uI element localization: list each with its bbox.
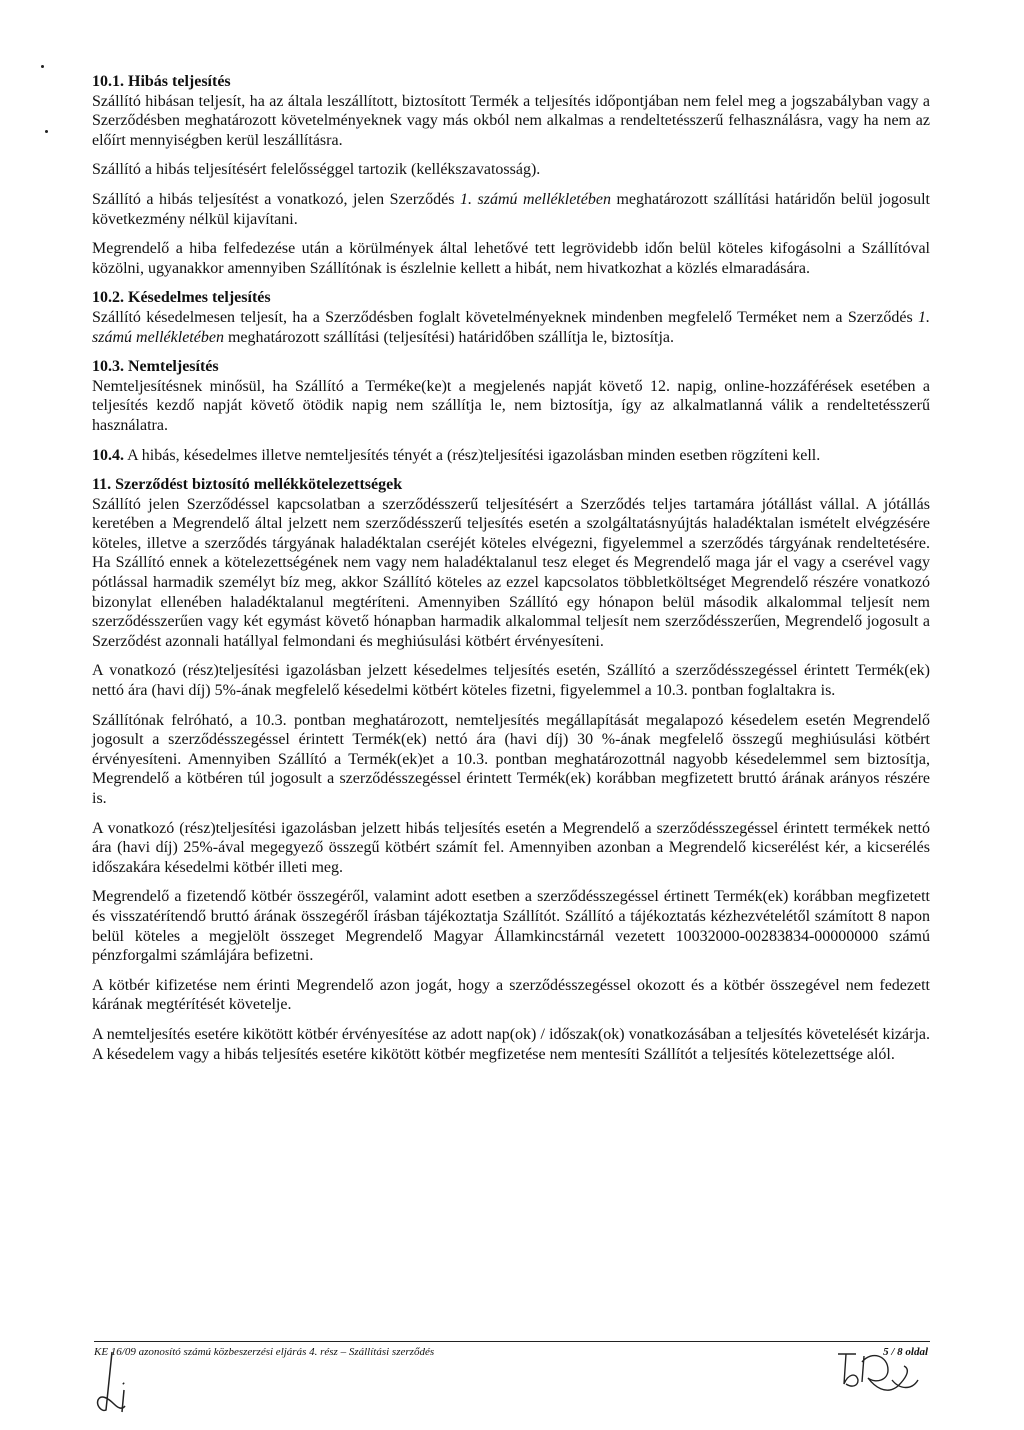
document-body xyxy=(92,72,930,1074)
text-run: meghatározott szállítási (teljesítési) határidőben szállítja le, biztosítja. xyxy=(223,328,675,346)
paragraph: Szállító a hibás teljesítésért felelősséggel tartozik (kellékszavatosság). xyxy=(92,161,541,179)
paragraph: Nemteljesítésnek minősül, ha Szállító a Terméke(ke)t a megjelenés napját követő 12. napig, online-hozzáférések esetében a teljesítés kezdő napját követő ötödik napig nem szállítja le, nem biztosítja, így az alkalmatlanná válik a rendeltetésszerű használatra. xyxy=(92,377,930,434)
section-title: Késedelmes teljesítés xyxy=(128,289,271,307)
section-10-3-heading xyxy=(92,357,930,377)
section-10-1 xyxy=(92,72,930,278)
section-number: 10.3. xyxy=(92,358,124,376)
paragraph: Megrendelő a hiba felfedezése után a körülmények által lehetővé tett legrövidebb időn belül köteles kifogásolni a Szállítóval közölni, ugyanakkor amennyiben Szállítónak is észlelnie kellett a hibát, nem hivatkozhat a közlés elmaradására. xyxy=(92,240,930,277)
paragraph: A kötbér kifizetése nem érinti Megrendelő azon jogát, hogy a szerződésszegéssel okozott és a kötbér összegével nem fedezett kárának megtérítését követelje. xyxy=(92,976,930,1014)
paragraph xyxy=(92,308,930,347)
section-title: Nemteljesítés xyxy=(128,358,219,376)
section-number: 10.2. xyxy=(92,289,124,307)
section-11 xyxy=(92,475,930,1064)
paragraph: A vonatkozó (rész)teljesítési igazolásban jelzett késedelmes teljesítés esetén, Szállító a szerződésszegéssel érintett Termék(ek) nettó ára (havi díj) 5%-ának megfelelő késedelmi kötbért köteles fizetni, figyelemmel a 10.3. pontban foglaltakra is. xyxy=(92,662,930,700)
section-11-heading: 11. Szerződést biztosító mellékkötelezettségek xyxy=(92,476,403,494)
section-10-2-heading xyxy=(92,288,930,308)
paragraph: Szállító hibásan teljesít, ha az általa leszállított, biztosított Termék a teljesítés időpontjában nem felel meg a jogszabályban vagy a Szerződésben meghatározott követelményeknek vagy más okból nem alkalmas a rendeltetésszerű felhasználásra, vagy ha nem az előírt mennyiségben kerül leszállításra. xyxy=(92,92,930,149)
text-run: A hibás, késedelmes illetve nemteljesítés tényét a (rész)teljesítési igazolásban minden esetben rögzíteni kell. xyxy=(127,446,821,464)
footer-rule xyxy=(94,1341,930,1342)
section-10-4 xyxy=(92,446,930,466)
left-signature xyxy=(92,1350,132,1416)
paragraph xyxy=(92,446,930,466)
right-signature xyxy=(832,1350,932,1410)
annex-reference: 1. számú mellékletében xyxy=(92,308,930,346)
paragraph: Megrendelő a fizetendő kötbér összegéről, valamint adott esetben a szerződésszegéssel értinett Termék(ek) korábban megfizetett és visszatérítendő bruttó árának összegéről írásban tájékoztatja Szállítót. Szállító a tájékoztatás kézhezvételétől számított 8 napon belül köteles a megjelölt összeget Megrendelő Magyar Államkincstárnál vezetett 10032000-00283834-00000000 számú pénzforgalmi számlájára befizetni. xyxy=(92,888,930,965)
scan-speck xyxy=(41,65,44,68)
annex-reference: 1. számú mellékletében xyxy=(459,190,611,208)
section-10-3 xyxy=(92,357,930,435)
section-10-2 xyxy=(92,288,930,347)
text-run: meghatározott szállítási határidőn belül jogosult következmény nélkül kijavítani. xyxy=(92,190,931,228)
paragraph: A vonatkozó (rész)teljesítési igazolásban jelzett hibás teljesítés esetén a Megrendelő a szerződésszegéssel érintett termékek nettó ára (havi díj) 25%-ával megegyező összegű kötbért számít fel. Amennyiben azonban a Megrendelő kicserélést kér, a kicserélés időszakára késedelmi kötbér illeti meg. xyxy=(92,819,930,876)
paragraph: Szállító jelen Szerződéssel kapcsolatban a szerződésszerű teljesítésért a Szerződés teljes tartamára jótállást vállal. A jótállás keretében a Megrendelő által jelzett nem szerződésszerű teljesítés esetén a szolgáltatásnyújtás haladéktalan ismételt elvégzésére köteles, illetve a szerződés tárgyának haladéktalan cseréjét köteles elvégezni, figyelemmel a szerződés tárgyának rendeltetésére. Ha Szállító ennek a kötelezettségének nem vagy nem haladéktalanul tesz eleget és Megrendelő maga jár el vagy a cserével vagy pótlással harmadik személyt bíz meg, akkor Szállító köteles az ezzel kapcsolatos többletköltséget Megrendelő részére vonatkozó bizonylat ellenében haladéktalanul megtéríteni. Amennyiben Szállító egy hónapon belül második alkalommal teljesít nem szerződésszerűen vagy két egymást követő hónapban harmadik alkalommal teljesít nem szerződésszerűen, Megrendelő jogosult a Szerződést azonnali hatállyal felmondani és meghiúsulási kötbért érvényesíteni. xyxy=(92,495,930,650)
section-number: 10.1. xyxy=(92,73,124,90)
paragraph xyxy=(92,190,930,229)
section-10-1-heading xyxy=(92,72,930,92)
paragraph: Szállítónak felróható, a 10.3. pontban meghatározott, nemteljesítés megállapítását megalapozó késedelem esetén Megrendelő jogosult a szerződésszegéssel érintett Termék(ek) nettó ára (havi díj) 30 %-ának megfelelő összegű meghiúsulási kötbért érvényesíteni. Amennyiben Szállító a Termék(ek)et a 10.3. pontban meghatározottnál nagyobb késedelemmel sem biztosítja, Megrendelő a kötbéren túl jogosult a szerződésszegéssel érintett Termék(ek) korábban megfizetett bruttó árának arányos részére is. xyxy=(92,711,930,807)
footer-document-id: KE 16/09 azonosító számú közbeszerzési eljárás 4. rész – Szállítási szerződés xyxy=(94,1346,435,1358)
scan-speck xyxy=(45,130,48,133)
footer-page-number: 5 / 8 oldal xyxy=(883,1346,928,1358)
text-run: Szállító késedelmesen teljesít, ha a Szerződésben foglalt követelményeknek mindenben megfelelő Terméket nem a Szerződés xyxy=(92,308,918,326)
text-run: Szállító a hibás teljesítést a vonatkozó, jelen Szerződés xyxy=(92,190,460,208)
paragraph: A nemteljesítés esetére kikötött kötbér érvényesítése az adott nap(ok) / időszak(ok) vonatkozásában a teljesítés követelését kizárja. A késedelem vagy a hibás teljesítés esetére kikötött kötbér megfizetése nem mentesíti Szállítót a teljesítés kötelezettsége alól. xyxy=(92,1025,930,1063)
section-number: 10.4. xyxy=(92,446,124,464)
section-title: Hibás teljesítés xyxy=(128,73,231,90)
